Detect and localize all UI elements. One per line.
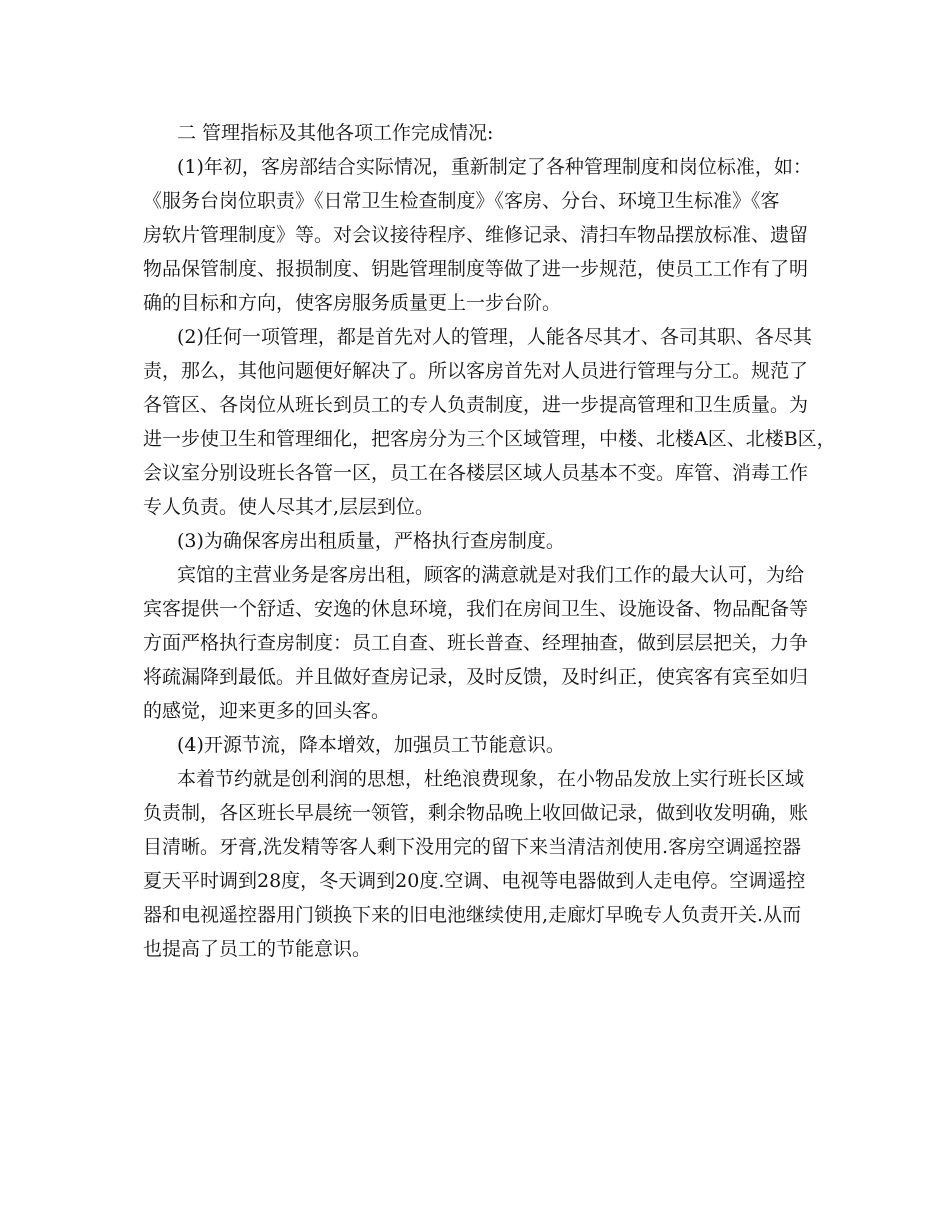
paragraph-6-line-1: 本着节约就是创利润的思想，杜绝浪费现象，在小物品发放上实行班长区域 bbox=[177, 768, 805, 790]
paragraph-6-line-6: 也提高了员工的节能意识。 bbox=[143, 938, 372, 960]
paragraph-6-line-4: 夏天平时调到28度，冬天调到20度.空调、电视等电器做到人走电停。空调遥控 bbox=[143, 870, 806, 892]
paragraph-1-line-4: 物品保管制度、报损制度、钥匙管理制度等做了进一步规范，使员工工作有了明 bbox=[143, 258, 809, 280]
paragraph-2-line-5: 会议室分别设班长各管一区，员工在各楼层区域人员基本不变。库管、消毒工作 bbox=[143, 462, 809, 484]
paragraph-2-line-6: 专人负责。使人尽其才,层层到位。 bbox=[143, 496, 435, 518]
paragraph-4-line-4: 将疏漏降到最低。并且做好查房记录，及时反馈，及时纠正，使宾客有宾至如归 bbox=[143, 666, 809, 688]
paragraph-1-line-5: 确的目标和方向，使客房服务质量更上一步台阶。 bbox=[143, 292, 562, 314]
paragraph-2-line-4: 进一步使卫生和管理细化，把客房分为三个区域管理，中楼、北楼A区、北楼B区， bbox=[143, 428, 836, 450]
paragraph-4-line-5: 的感觉，迎来更多的回头客。 bbox=[143, 700, 391, 722]
paragraph-2-line-1: (2)任何一项管理，都是首先对人的管理，人能各尽其才、各司其职、各尽其 bbox=[177, 326, 812, 348]
paragraph-4-line-2: 宾客提供一个舒适、安逸的休息环境，我们在房间卫生、设施设备、物品配备等 bbox=[143, 598, 809, 620]
paragraph-1-line-3: 房软片管理制度》等。对会议接待程序、维修记录、清扫车物品摆放标准、遗留 bbox=[143, 224, 809, 246]
paragraph-6-line-5: 器和电视遥控器用门锁换下来的旧电池继续使用,走廊灯早晚专人负责开关.从而 bbox=[143, 904, 802, 926]
paragraph-4-line-3: 方面严格执行查房制度：员工自查、班长普查、经理抽查，做到层层把关，力争 bbox=[143, 632, 809, 654]
paragraph-3-heading: (3)为确保客房出租质量，严格执行查房制度。 bbox=[177, 530, 565, 552]
section-heading: 二 管理指标及其他各项工作完成情况: bbox=[177, 122, 494, 144]
paragraph-5-heading: (4)开源节流，降本增效，加强员工节能意识。 bbox=[177, 734, 565, 756]
paragraph-2-line-2: 责，那么，其他问题便好解决了。所以客房首先对人员进行管理与分工。规范了 bbox=[143, 360, 809, 382]
paragraph-1-line-1: (1)年初，客房部结合实际情况，重新制定了各种管理制度和岗位标准，如： bbox=[177, 156, 812, 178]
paragraph-6-line-3: 目清晰。牙膏,洗发精等客人剩下没用完的留下来当清洁剂使用.客房空调遥控器 bbox=[143, 836, 802, 858]
paragraph-4-line-1: 宾馆的主营业务是客房出租，顾客的满意就是对我们工作的最大认可，为给 bbox=[177, 564, 805, 586]
paragraph-1-line-2: 《服务台岗位职责》《日常卫生检查制度》《客房、分台、环境卫生标准》《客 bbox=[143, 190, 780, 212]
paragraph-2-line-3: 各管区、各岗位从班长到员工的专人负责制度，进一步提高管理和卫生质量。为 bbox=[143, 394, 809, 416]
paragraph-6-line-2: 负责制，各区班长早晨统一领管，剩余物品晚上收回做记录，做到收发明确，账 bbox=[143, 802, 809, 824]
